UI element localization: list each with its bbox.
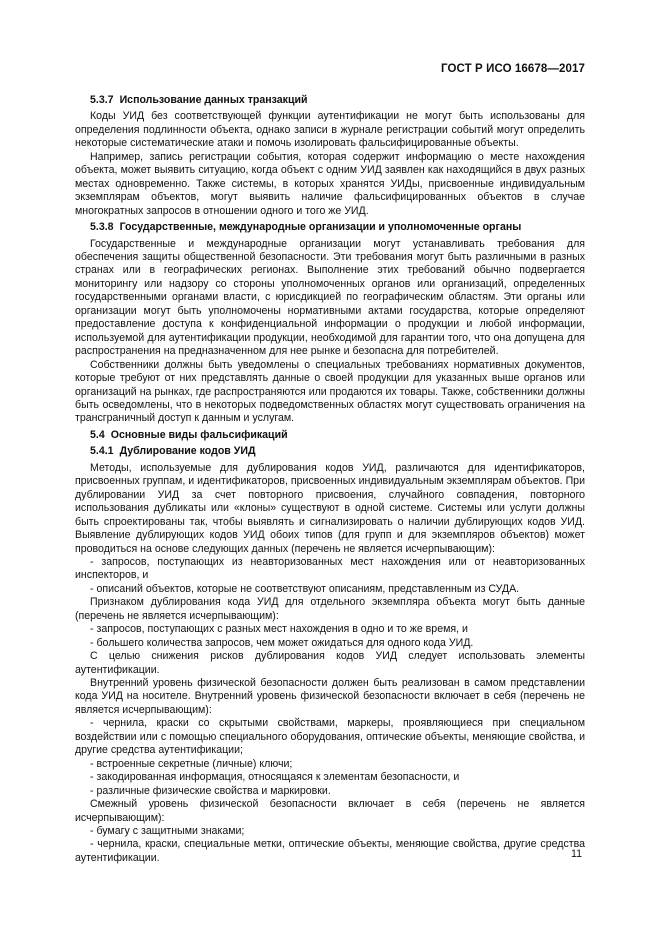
paragraph: Смежный уровень физической безопасности включает в себя (перечень не является исчерпывающим): (75, 798, 585, 824)
list-item: - чернила, краски со скрытыми свойствами, маркеры, проявляющиеся при специальном воздействии или с помощью специального оборудования, оптические объекты, меняющие свойства, и другие средства аутентификации; (75, 717, 585, 757)
paragraph: Государственные и международные организации могут устанавливать требования для обеспечения защиты общественной безопасности. Эти требования могут быть различными в разных странах или в географических регионах. Выполнение этих требований обычно подвергается мониторингу или надзору со стороны уполномоченных органов или организаций, определенных государственными органами власти, с юрисдикцией по географическим областям. Эти органы или организации могут быть уполномочены нормативными актами государства, которые определяют предоставление доступа к конфиденциальной информации о продукции и любой информации, используемой для аутентификации продукции, необходимой для гарантии того, что она допущена для распространения на предназначенном для нее рынке и безопасна для потребителей. (75, 237, 585, 358)
paragraph: Коды УИД без соответствующей функции аутентификации не могут быть использованы для определения подлинности объекта, однако записи в журнале регистрации событий могут определить некоторые систематические атаки и помочь изолировать фальсифицированные объекты. (75, 110, 585, 150)
list-item: - описаний объектов, которые не соответствуют описаниям, представленным из СУДА. (90, 582, 520, 595)
list-item: - запросов, поступающих из неавторизованных мест нахождения или от неавторизованных инспекторов, и (75, 555, 585, 582)
document-code-header: ГОСТ Р ИСО 16678—2017 (440, 63, 585, 75)
list-item: - чернила, краски, специальные метки, оптические объекты, меняющие свойства, другие средства аутентификации. (75, 838, 585, 864)
document-body (75, 94, 585, 865)
paragraph: Например, запись регистрации события, которая содержит информацию о месте нахождения объекта, может выявить ситуацию, когда объект с одним УИД заявлен как находящийся в двух разных местах одновременно. Также системы, в которых хранятся УИДы, присвоенные индивидуальным экземплярам объектов, могут выявить наличие фальсифицированных объектов в случае многократных запросов в отношении одного и того же УИД. (75, 150, 585, 217)
paragraph: Собственники должны быть уведомлены о специальных требованиях нормативных документов, которые требуют от них представлять данные о своей продукции для указанных выше органов или организаций на рынках, где распространяются или продаются их товары. Также, собственники должны быть осведомлены, что в некоторых подведомственных областях могут существовать ограничения на трансграничный доступ к данным и услугам. (75, 358, 585, 425)
page-number: 11 (571, 848, 582, 860)
section-5-3-8-heading: 5.3.8 Государственные, международные организации и уполномоченные органы (90, 221, 522, 234)
section-5-4-heading: 5.4 Основные виды фальсификаций (90, 428, 288, 441)
paragraph: Внутренний уровень физической безопасности должен быть реализован в самом представлении кода УИД на носителе. Внутренний уровень физической безопасности включает в себя (перечень не является исчерпывающим): (75, 677, 585, 716)
section-5-3-7-heading: 5.3.7 Использование данных транзакций (90, 94, 308, 106)
paragraph: С целью снижения рисков дублирования кодов УИД следует использовать элементы аутентификации. (75, 650, 585, 676)
list-item: - большего количества запросов, чем может ожидаться для одного кода УИД. (90, 636, 474, 649)
paragraph: Методы, используемые для дублирования кодов УИД, различаются для идентификаторов, присвоенных группам, и идентификаторов, присвоенных индивидуальным экземплярам объектов. При дублировании УИД за счет повторного присвоения, случайного совпадения, повторного использования дубликаты или «клоны» существуют в одной системе. Системы или услуги должны быть спроектированы так, чтобы выявлять и сигнализировать о наличии дублирующих кодов УИД. Выявление дублирующих кодов УИД обоих типов (для групп и для экземпляров объектов) может проводиться на основе следующих данных (перечень не является исчерпывающим): (75, 461, 585, 555)
list-item: - встроенные секретные (личные) ключи; (90, 757, 293, 770)
list-item: - различные физические свойства и маркировки. (90, 784, 331, 797)
list-item: - закодированная информация, относящаяся к элементам безопасности, и (90, 771, 460, 784)
list-item: - запросов, поступающих с разных мест нахождения в одно и то же время, и (90, 623, 468, 636)
section-5-4-1-heading: 5.4.1 Дублирование кодов УИД (90, 445, 256, 458)
list-item: - бумагу с защитными знаками; (90, 825, 245, 838)
paragraph: Признаком дублирования кода УИД для отдельного экземпляра объекта могут быть данные (перечень не является исчерпывающим): (75, 596, 585, 622)
